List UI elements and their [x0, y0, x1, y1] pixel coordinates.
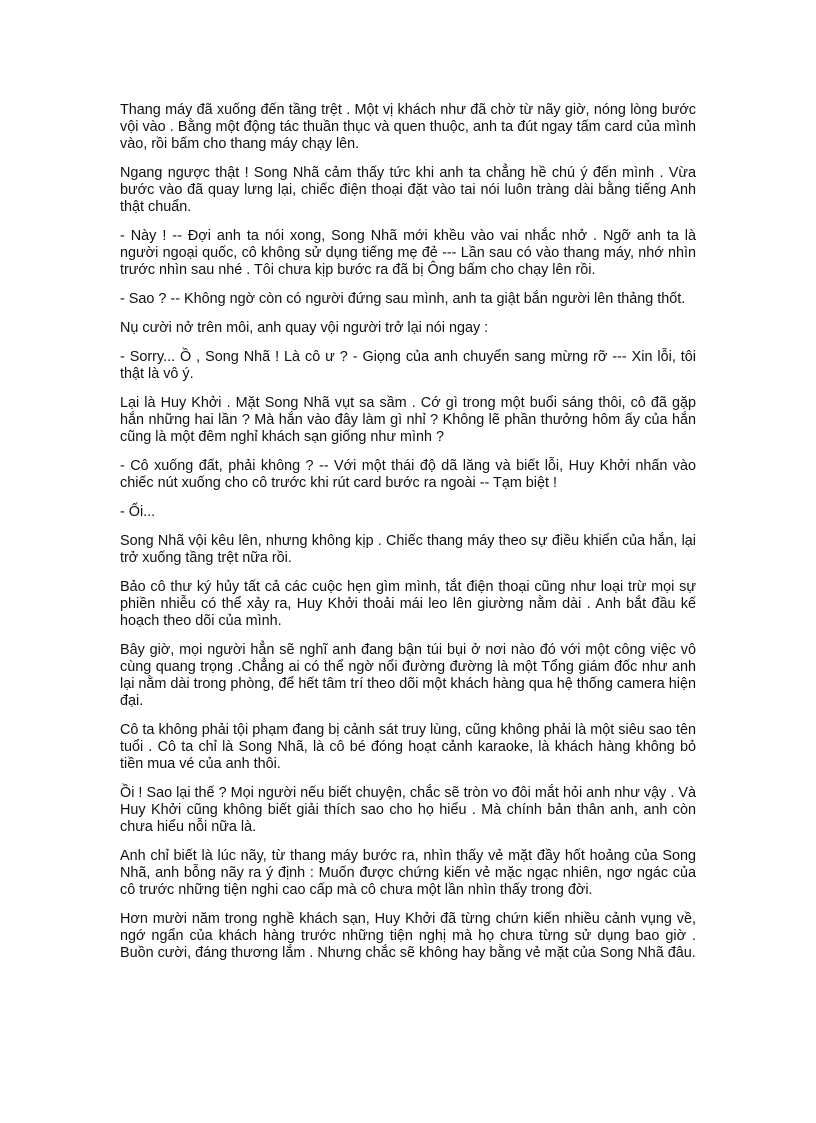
paragraph: - Ối...	[120, 504, 156, 520]
paragraph: Nụ cười nở trên môi, anh quay vội người trở lại nói ngay :	[120, 320, 489, 336]
paragraph: - Cô xuống đất, phải không ? -- Với một thái độ dã lăng và biết lỗi, Huy Khởi nhấn vào chiếc nút xuống cho cô trước khi rút card bước ra ngoài -- Tạm biệt !	[120, 458, 696, 491]
paragraph: Anh chỉ biết là lúc nãy, từ thang máy bước ra, nhìn thấy vẻ mặt đầy hốt hoảng của Song Nhã, anh bỗng nãy ra ý định : Muốn được chứng kiến vẻ mặc ngạc nhiên, ngơ ngác của cô trước những tiện nghi cao cấp mà cô chưa một lần nhìn thấy trong đời.	[120, 848, 696, 898]
paragraph: Ngang ngược thật ! Song Nhã cảm thấy tức khi anh ta chẳng hề chú ý đến mình . Vừa bước vào đã quay lưng lại, chiếc điện thoại đặt vào tai nói luôn tràng dài bằng tiếng Anh thật chuẩn.	[120, 165, 696, 215]
paragraph: - Này ! -- Đợi anh ta nói xong, Song Nhã mới khều vào vai nhắc nhở . Ngỡ anh ta là người ngoại quốc, cô không sử dụng tiếng mẹ đẻ --- Lần sau có vào thang máy, nhớ nhìn trước nhìn sau nhé . Tôi chưa kịp bước ra đã bị Ông bấm cho chạy lên rồi.	[120, 228, 696, 278]
paragraph: Thang máy đã xuống đến tầng trệt . Một vị khách như đã chờ từ nãy giờ, nóng lòng bước vội vào . Bằng một động tác thuần thục và quen thuộc, anh ta đút ngay tấm card của mình vào, rồi bấm cho thang máy chạy lên.	[120, 102, 696, 152]
document-body	[120, 102, 696, 974]
paragraph: Ồi ! Sao lại thế ? Mọi người nếu biết chuyện, chắc sẽ tròn vo đôi mắt hỏi anh như vậy . Và Huy Khởi cũng không biết giải thích sao cho họ hiểu . Mà chính bản thân anh, anh còn chưa hiểu nỗi nữa là.	[120, 785, 696, 835]
paragraph: - Sorry... Ồ , Song Nhã ! Là cô ư ? - Giọng của anh chuyển sang mừng rỡ --- Xin lỗi, tôi thật là vô ý.	[120, 349, 696, 382]
paragraph: - Sao ? -- Không ngờ còn có người đứng sau mình, anh ta giật bắn người lên thảng thốt.	[120, 291, 686, 307]
paragraph: Bây giờ, mọi người hẳn sẽ nghĩ anh đang bận túi bụi ở nơi nào đó với một công việc vô cùng quang trọng .Chẳng ai có thể ngờ nổi đường đường là một Tổng giám đốc như anh lại nằm dài trong phòng, để hết tâm trí theo dõi một khách hàng qua hệ thống camera hiện đại.	[120, 642, 697, 709]
paragraph: Hơn mười năm trong nghề khách sạn, Huy Khởi đã từng chứn kiến nhiều cảnh vụng về, ngớ ngẩn của khách hàng trước những tiện nghị mà họ chưa từng sử dụng bao giờ . Buồn cười, đáng thương lắm . Nhưng chắc sẽ không hay bằng vẻ mặt của Song Nhã đâu.	[120, 911, 696, 961]
paragraph: Cô ta không phải tội phạm đang bị cảnh sát truy lùng, cũng không phải là một siêu sao tên tuổi . Cô ta chỉ là Song Nhã, là cô bé đóng hoạt cảnh karaoke, là khách hàng không bỏ tiền mua vé của anh thôi.	[120, 722, 696, 772]
paragraph: Song Nhã vội kêu lên, nhưng không kịp . Chiếc thang máy theo sự điều khiển của hắn, lại trở xuống tầng trệt nữa rồi.	[120, 533, 696, 566]
paragraph: Lại là Huy Khởi . Mặt Song Nhã vụt sa sầm . Cớ gì trong một buổi sáng thôi, cô đã gặp hắn những hai lần ? Mà hắn vào đây làm gì nhỉ ? Không lẽ phần thưởng hôm ấy của hắn cũng là một đêm nghỉ khách sạn giống như mình ?	[120, 395, 696, 445]
paragraph: Bảo cô thư ký hủy tất cả các cuộc hẹn gìm mình, tắt điện thoại cũng như loại trừ mọi sự phiền nhiễu có thể xảy ra, Huy Khởi thoải mái leo lên giường nằm dài . Anh bắt đầu kế hoạch theo dõi của mình.	[120, 579, 696, 629]
